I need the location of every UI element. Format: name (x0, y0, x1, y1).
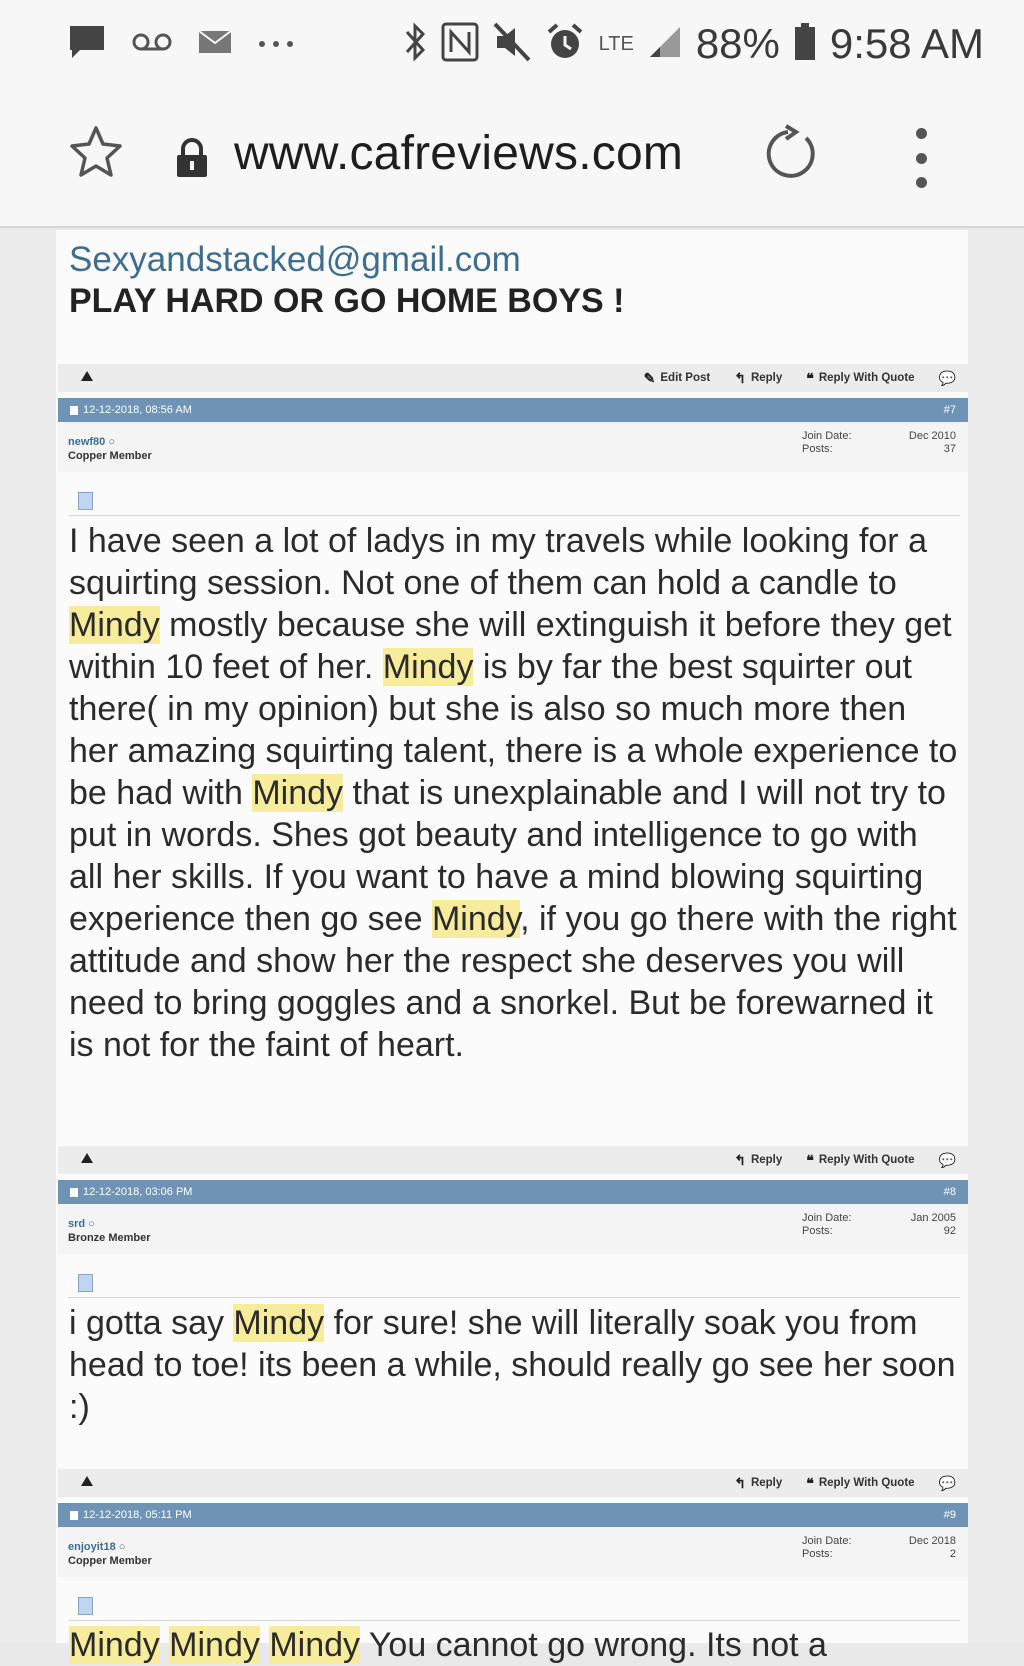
post-user-info-9 (58, 1527, 968, 1577)
reply-with-quote-label: Reply With Quote (818, 1154, 915, 1166)
scroll-top-icon[interactable] (80, 370, 94, 385)
document-icon (78, 1274, 93, 1292)
reply-button[interactable] (734, 1475, 782, 1492)
post-actions-7 (58, 1146, 968, 1174)
highlight-term: Mindy (269, 1626, 361, 1664)
multi-quote-button[interactable] (939, 370, 956, 387)
edit-post-label: Edit Post (660, 372, 711, 384)
user-stat-labels: Join Date: Posts: (802, 1535, 852, 1560)
reply-with-quote-button[interactable] (806, 370, 914, 387)
pencil-icon: ✎ (643, 369, 656, 386)
post-header-8 (58, 1180, 968, 1204)
post-divider (68, 1297, 960, 1298)
reply-button[interactable] (734, 370, 782, 387)
reply-label: Reply (750, 372, 783, 384)
post-date-icon (70, 406, 78, 415)
reload-icon[interactable] (764, 124, 820, 189)
post-datetime: 12-12-2018, 08:56 AM (83, 404, 192, 416)
highlight-term: Mindy (233, 1304, 325, 1342)
multi-quote-button[interactable] (939, 1475, 956, 1492)
status-bar (0, 0, 1024, 88)
post-body-7: I have seen a lot of ladys in my travels while looking for a squirting session. Not one of them can hold a candle to Mindy mostly because she will extinguish it before they get within 10 feet of her. Mindy is by far the best squirter out there( in my opinion) but she is also so much more then her amazing squirting talent, there is a whole experience to be had with Mindy that is unexplainable and I will not try to put in words. Shes got beauty and intelligence to go with all her skills. If you want to have a mind blowing squirting experience then go see Mindy, if you go there with the right attitude and show her the respect she deserves you will need to bring goggles and a snorkel. But be forewarned it is not for the faint of heart. (69, 522, 958, 1064)
lte-indicator: LTE (598, 33, 634, 55)
voicemail-icon (132, 32, 172, 57)
highlight-term: Mindy (69, 1626, 160, 1664)
multi-quote-icon: 💬 (938, 1474, 956, 1491)
bluetooth-icon (403, 22, 427, 67)
user-rank: Bronze Member (68, 1232, 151, 1244)
multi-quote-button[interactable] (939, 1152, 956, 1169)
user-stat-labels: Join Date: Posts: (802, 430, 852, 455)
lock-icon[interactable] (174, 138, 210, 183)
user-stat-labels: Join Date: Posts: (802, 1212, 852, 1237)
reply-with-quote-button[interactable] (806, 1475, 914, 1492)
document-icon (78, 492, 93, 510)
reply-arrow-icon: ↰ (734, 1474, 746, 1491)
alarm-icon (545, 22, 585, 67)
document-icon (78, 1597, 93, 1615)
mute-icon (493, 22, 531, 67)
post-actions-6 (58, 364, 968, 392)
user-rank: Copper Member (68, 450, 152, 462)
post-header-7 (58, 398, 968, 422)
mail-icon (198, 30, 232, 59)
post-body-8: i gotta say Mindy for sure! she will literally soak you from head to toe! its been a while, should really go see her soon :) (69, 1304, 956, 1426)
multi-quote-icon: 💬 (938, 1151, 956, 1168)
username[interactable]: enjoyit18 ○ (68, 1541, 126, 1553)
quote-icon: ❝ (806, 369, 814, 386)
reply-arrow-icon: ↰ (734, 1151, 746, 1168)
post-datetime: 12-12-2018, 05:11 PM (83, 1509, 192, 1521)
reply-with-quote-label: Reply With Quote (818, 1477, 915, 1489)
post-number[interactable]: #8 (943, 1186, 956, 1198)
username[interactable]: newf80 ○ (68, 436, 115, 448)
user-rank: Copper Member (68, 1555, 152, 1567)
post-divider (68, 1620, 960, 1621)
post-date-icon (70, 1188, 78, 1197)
reply-with-quote-label: Reply With Quote (818, 372, 915, 384)
menu-icon[interactable] (910, 128, 932, 188)
post-number[interactable]: #7 (943, 404, 956, 416)
edit-post-button[interactable] (644, 370, 711, 387)
user-stat-values: Dec 2010 37 (908, 430, 956, 455)
signature-email[interactable]: Sexyandstacked@gmail.com (69, 240, 521, 279)
post-date-icon (70, 1511, 78, 1520)
reply-arrow-icon: ↰ (734, 369, 746, 386)
nfc-icon (441, 22, 479, 67)
highlight-term: Mindy (431, 900, 521, 938)
highlight-term: Mindy (252, 774, 344, 812)
user-stat-values: Dec 2018 2 (908, 1535, 956, 1560)
highlight-term: Mindy (382, 648, 474, 686)
post-divider (68, 515, 960, 516)
more-notifications-icon (258, 35, 294, 53)
post-actions-8 (58, 1469, 968, 1497)
url-field[interactable]: www.cafreviews.com (234, 127, 684, 180)
web-content (0, 230, 1024, 1664)
post-header-9 (58, 1503, 968, 1527)
highlight-term: Mindy (169, 1626, 260, 1664)
clock: 9:58 AM (829, 20, 984, 67)
user-stat-values: Jan 2005 92 (910, 1212, 956, 1237)
reply-label: Reply (750, 1477, 783, 1489)
scroll-top-icon[interactable] (80, 1152, 94, 1167)
battery-percent: 88% (695, 20, 780, 67)
post-datetime: 12-12-2018, 03:06 PM (83, 1186, 193, 1198)
username[interactable]: srd ○ (68, 1218, 95, 1230)
multi-quote-icon: 💬 (938, 369, 956, 386)
reply-label: Reply (750, 1154, 783, 1166)
browser-toolbar (0, 88, 1024, 228)
reply-button[interactable] (734, 1152, 782, 1169)
bookmark-star-icon[interactable] (68, 124, 124, 185)
post-user-info-7 (58, 422, 968, 472)
reply-with-quote-button[interactable] (806, 1152, 914, 1169)
quote-icon: ❝ (806, 1151, 814, 1168)
battery-icon (794, 23, 816, 66)
quote-icon: ❝ (806, 1474, 814, 1491)
scroll-top-icon[interactable] (80, 1475, 94, 1490)
message-icon (68, 24, 106, 65)
signal-icon (648, 25, 682, 64)
signature-tagline: PLAY HARD OR GO HOME BOYS ! (69, 282, 625, 320)
forum-thread (56, 230, 968, 1664)
post-number[interactable]: #9 (943, 1509, 956, 1521)
post-body-9: Mindy Mindy Mindy You cannot go wrong. Its not a (69, 1626, 827, 1664)
highlight-term: Mindy (69, 606, 160, 644)
post-user-info-8 (58, 1204, 968, 1254)
